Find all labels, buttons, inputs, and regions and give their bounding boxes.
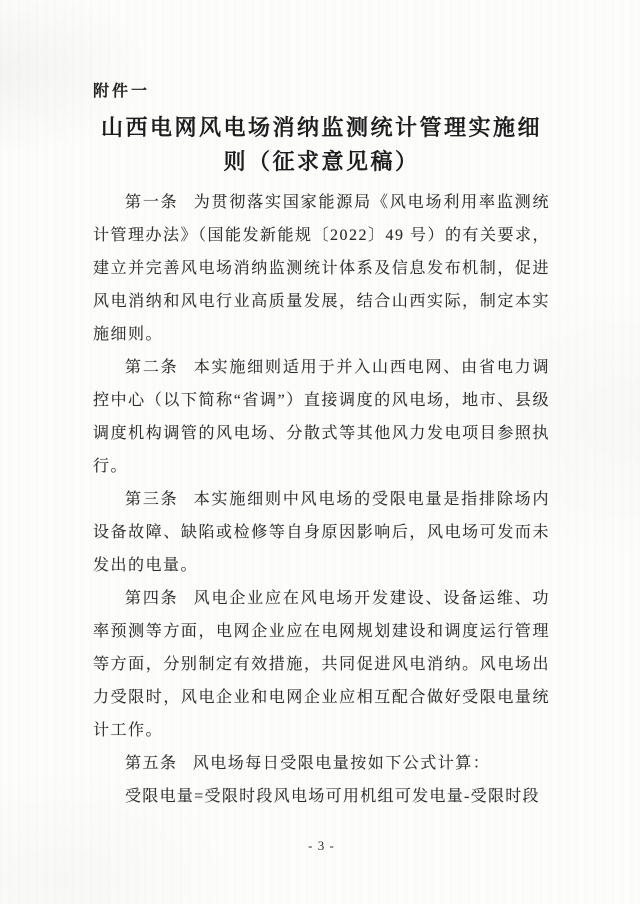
page-number: - 3 - xyxy=(308,838,335,853)
title-line-1: 山西电网风电场消纳监测统计管理实施细 xyxy=(100,115,542,140)
article-text: 本实施细则中风电场的受限电量是指排除场内设备故障、缺陷或检修等自身原因影响后，风电场可发而未发出的电量。 xyxy=(93,491,550,574)
article-paragraph xyxy=(93,351,550,483)
article-number: 第五条 xyxy=(125,755,178,772)
article-number: 第三条 xyxy=(125,491,179,508)
page-content xyxy=(93,82,550,813)
title-line-2: 则（征求意见稿） xyxy=(223,149,420,174)
article-paragraph xyxy=(93,186,550,351)
document-body xyxy=(93,186,550,813)
attachment-label: 附件一 xyxy=(93,83,151,100)
article-paragraph xyxy=(93,747,550,780)
article-paragraph xyxy=(93,483,550,582)
article-text: 为贯彻落实国家能源局《风电场利用率监测统计管理办法》（国能发新能规〔2022〕49 号）的有关要求，建立并完善风电场消纳监测统计体系及信息发布机制，促进风电消纳和风电行业高质量发展，结合山西实际，制定本实施细则。 xyxy=(93,194,551,343)
article-paragraph xyxy=(93,582,550,747)
formula-line: 受限电量=受限时段风电场可用机组可发电量-受限时段 xyxy=(125,788,540,805)
article-number: 第二条 xyxy=(125,359,179,376)
article-number: 第一条 xyxy=(125,194,179,211)
document-title xyxy=(93,111,550,179)
article-text: 风电企业应在风电场开发建设、设备运维、功率预测等方面，电网企业应在电网规划建设和调度运行管理等方面，分别制定有效措施，共同促进风电消纳。风电场出力受限时，风电企业和电网企业应相互配合做好受限电量统计工作。 xyxy=(93,590,550,739)
article-text: 本实施细则适用于并入山西电网、由省电力调控中心（以下简称“省调”）直接调度的风电场，地市、县级调度机构调管的风电场、分散式等其他风力发电项目参照执行。 xyxy=(93,359,550,475)
article-text: 风电场每日受限电量按如下公式计算： xyxy=(192,755,491,772)
article-number: 第四条 xyxy=(125,590,179,607)
